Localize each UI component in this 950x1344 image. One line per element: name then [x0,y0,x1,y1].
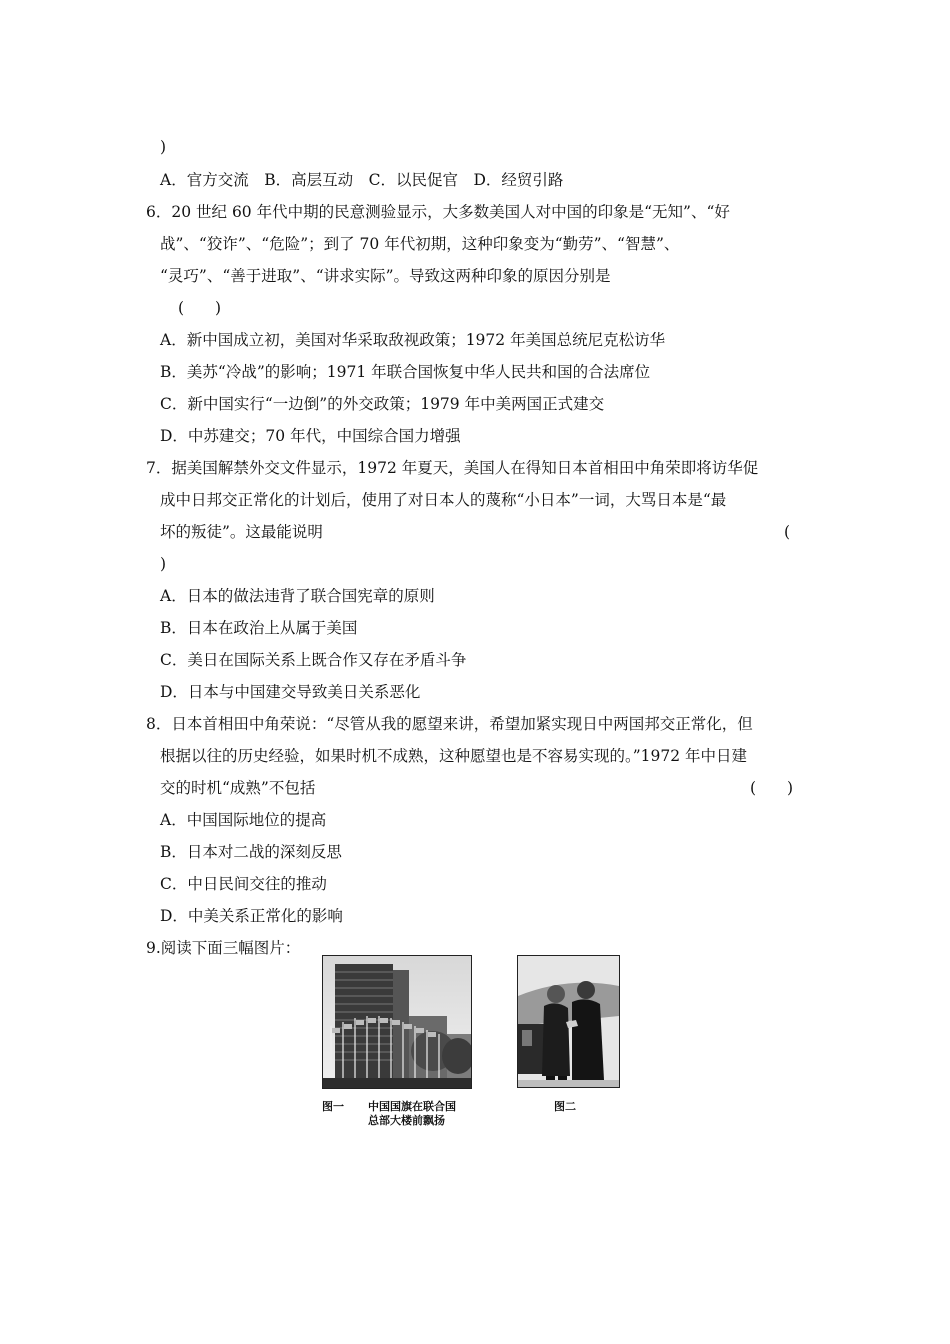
q8-option-a: A．中国国际地位的提高 [160,811,327,829]
q6-answer-paren: ( ) [178,299,222,317]
q8-option-b: B．日本对二战的深刻反思 [160,843,342,861]
q7-answer-paren-open: ( [784,523,791,541]
q7-stem-line2: 成中日邦交正常化的计划后，使用了对日本人的蔑称“小日本”一词，大骂日本是“最 [160,491,727,509]
q8-option-c: C．中日民间交往的推动 [160,875,327,893]
figure-2-label: 图二 [554,1100,576,1113]
q8-answer-paren: ( ) [750,779,794,797]
q7-stem-line3: 坏的叛徒”。这最能说明 [160,523,323,541]
q7-option-d: D．日本与中国建交导致美日关系恶化 [160,683,421,701]
q7-answer-paren-close: ) [160,555,167,573]
q8-stem-line1: 8．日本首相田中角荣说：“尽管从我的愿望来讲，希望加紧实现日中两国邦交正常化，但 [146,715,753,733]
figure-1-photo [322,955,472,1089]
un-building-photo [323,956,471,1088]
q6-stem-line2: 战”、“狡诈”、“危险”；到了 70 年代初期，这种印象变为“勤劳”、“智慧”、 [160,235,680,253]
q9-intro: 9.阅读下面三幅图片： [146,939,301,957]
q6-option-b: B．美苏“冷战”的影响；1971 年联合国恢复中华人民共和国的合法席位 [160,363,651,381]
q6-option-a: A．新中国成立初，美国对华采取敌视政策；1972 年美国总统尼克松访华 [160,331,666,349]
q7-option-a: A．日本的做法违背了联合国宪章的原则 [160,587,435,605]
q6-stem-line1: 6．20 世纪 60 年代中期的民意测验显示，大多数美国人对中国的印象是“无知”、“好 [146,203,730,221]
q5-close-paren: ) [160,138,167,156]
figure-1-caption-line2: 总部大楼前飘扬 [368,1114,445,1127]
q7-option-b: B．日本在政治上从属于美国 [160,619,358,637]
q7-stem-line1: 7．据美国解禁外交文件显示，1972 年夏天，美国人在得知日本首相田中角荣即将访华促 [146,459,759,477]
figure-2-photo [517,955,620,1088]
q8-stem-line2: 根据以往的历史经验，如果时机不成熟，这种愿望也是不容易实现的。”1972 年中日建 [160,747,748,765]
q7-option-c: C．美日在国际关系上既合作又存在矛盾斗争 [160,651,467,669]
handshake-photo [518,956,619,1087]
figure-1-caption-line1: 中国国旗在联合国 [368,1100,456,1113]
q6-option-c: C．新中国实行“一边倒”的外交政策；1979 年中美两国正式建交 [160,395,605,413]
q5-options: A．官方交流 B．高层互动 C．以民促官 D．经贸引路 [160,171,564,189]
q6-stem-line3: “灵巧”、“善于进取”、“讲求实际”。导致这两种印象的原因分别是 [160,267,611,285]
q8-stem-line3: 交的时机“成熟”不包括 [160,779,316,797]
q6-option-d: D．中苏建交；70 年代，中国综合国力增强 [160,427,461,445]
q8-option-d: D．中美关系正常化的影响 [160,907,343,925]
figure-1-label: 图一 [322,1100,344,1113]
